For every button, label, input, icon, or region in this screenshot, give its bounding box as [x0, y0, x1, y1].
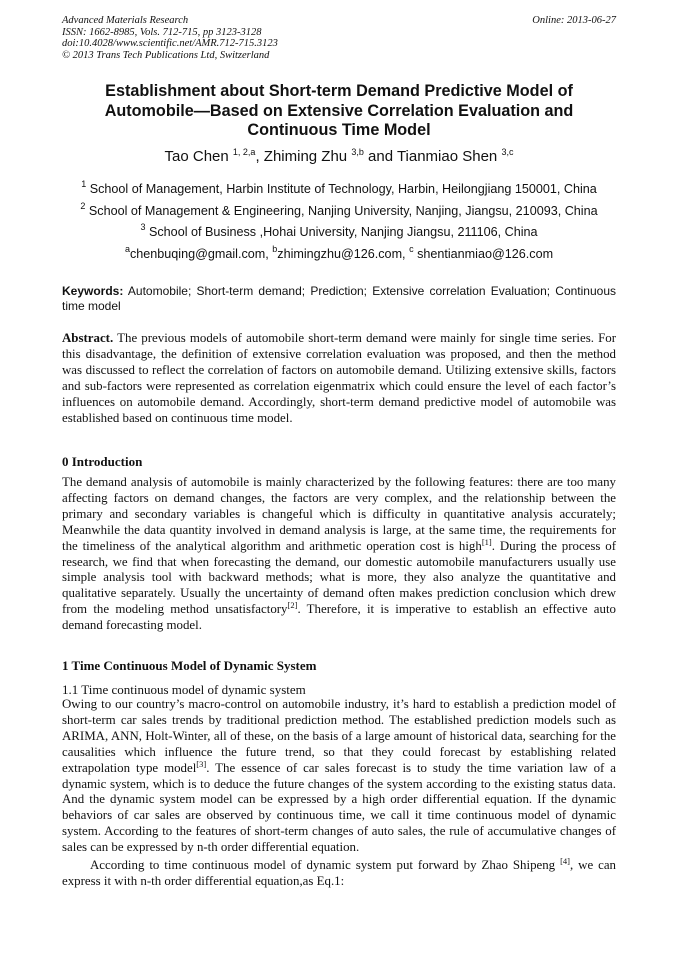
affiliation [62, 179, 616, 197]
affiliation-marker: 2 [80, 201, 86, 211]
author-name: Zhiming Zhu [263, 148, 348, 165]
abstract-text: The previous models of automobile short-term demand were mainly for single time series. For this disadvantage, the definition of extensive correlation evaluation was proposed, and then the method was discussed to reflect the correlation of factors on automobile demand. Utilizing extensive skills, factors and sub-factors were represented as correlation eigenmatrix which could ensure the level of each factor’s influences on automobile demand. Accordingly, short-term demand predictive model of automobile was established based on continuous time model. [62, 331, 616, 425]
online-date: Online: 2013-06-27 [532, 15, 616, 26]
affiliation [62, 222, 616, 240]
author-superscript: 3,c [501, 147, 514, 157]
paragraph-text: . During the process of research, we find that when forecasting the demand, our domestic automobile manufacturers usually use simple analysis tool with backward methods; what is more, they also analyze the quantitative and qualitative separately. Usually the uncertainty of demand often makes prediction conclusion which drew from the modeling method unsatisfactory [62, 538, 617, 617]
doi-line: doi:10.4028/www.scientific.net/AMR.712-715.3123 [62, 38, 278, 50]
keywords-text: Automobile; Short-term demand; Prediction; Extensive correlation Evaluation; Continuous time model [62, 284, 617, 313]
affiliation-text: School of Management & Engineering, Nanjing University, Nanjing, Jiangsu, 210093, China [88, 204, 598, 218]
paragraph-text: . The essence of car sales forecast is to study the time variation law of a dynamic system, which is to deduce the future changes of the system according to the existing status data. And the dynamic system model can be expressed by a high order differential equation. If the dynamic behaviors of car sales are observed by continuous time, we call it time continuous model of dynamic system. According to the features of short-term changes of auto sales, the rule of accumulative changes of sales can be expressed by n-th order differential equation. [62, 760, 616, 855]
abstract [62, 331, 616, 426]
citation-ref[interactable]: [1] [481, 536, 492, 547]
paragraph-text: According to time continuous model of dynamic system put forward by Zhao Shipeng [90, 858, 561, 872]
email-marker: b [272, 244, 278, 254]
email-marker: c [409, 244, 414, 254]
abstract-label: Abstract. [62, 331, 114, 345]
affiliation-marker: 3 [140, 222, 146, 232]
author-superscript: 1, 2,a [232, 147, 256, 157]
author-emails [62, 244, 616, 262]
email-address[interactable]: chenbuqing@gmail.com, [129, 247, 273, 261]
issn-line: ISSN: 1662-8985, Vols. 712-715, pp 3123-3128 [62, 26, 262, 38]
affiliation-text: School of Business ,Hohai University, Nanjing Jiangsu, 211106, China [148, 225, 538, 239]
section-heading: 1 Time Continuous Model of Dynamic System [62, 658, 317, 673]
copyright-line: © 2013 Trans Tech Publications Ltd, Switzerland [62, 49, 270, 61]
body-paragraph [62, 697, 616, 856]
email-marker: a [124, 244, 130, 254]
author-superscript: 3,b [351, 147, 364, 157]
keywords-label: Keywords: [62, 284, 124, 298]
journal-name: Advanced Materials Research [62, 15, 189, 26]
paragraph-text: Owing to our country’s macro-control on automobile industry, it’s hard to establish a prediction model of short-term car sales trends by traditional prediction method. The established prediction models such as ARIMA, ANN, Holt-Winter, all of these, on the basis of a large amount of historical data, searching for the causalities which influence the future trend, so that they could forecast by establishing related extrapolation type model [62, 697, 616, 775]
citation-ref[interactable]: [4] [560, 856, 570, 866]
email-address[interactable]: zhimingzhu@126.com, [277, 247, 410, 261]
citation-ref[interactable]: [3] [196, 758, 207, 769]
email-address[interactable]: shentianmiao@126.com [417, 247, 554, 261]
affiliation [62, 201, 616, 219]
affiliation-marker: 1 [81, 179, 87, 189]
section-heading: 0 Introduction [62, 454, 143, 469]
author-separator: and [363, 148, 397, 165]
paragraph-text: , we can express it with n-th order differential equation,as Eq.1: [62, 858, 616, 888]
author-list [62, 148, 616, 166]
keywords [62, 284, 616, 313]
body-paragraph [62, 475, 616, 634]
body-paragraph [62, 858, 616, 890]
paragraph-text: The demand analysis of automobile is mainly characterized by the following features: there are too many affecting factors on demand changes, the factors are very complex, and the relationship between the primary and secondary variables is changeful which is difficulty in quantitative analysis accurately; Meanwhile the data quantity involved in demand analysis is large, at the same time, the requirements for the timeliness of the analytical algorithm and arithmetic operation cost is high [62, 475, 616, 553]
subsection-heading: 1.1 Time continuous model of dynamic system [62, 682, 306, 697]
paper-title: Establishment about Short-term Demand Predictive Model of Automobile—Based on Extensive Correlation Evaluation and Continuous Time Model [104, 82, 574, 139]
paragraph-text: . Therefore, it is imperative to establish an effective auto demand forecasting model. [62, 602, 616, 633]
author-separator: , [255, 148, 264, 165]
citation-ref[interactable]: [2] [287, 600, 298, 611]
author-name: Tianmiao Shen [396, 148, 498, 165]
journal-header [62, 15, 616, 61]
author-name: Tao Chen [164, 148, 229, 165]
affiliation-text: School of Management, Harbin Institute of Technology, Harbin, Heilongjiang 150001, China [89, 182, 597, 196]
